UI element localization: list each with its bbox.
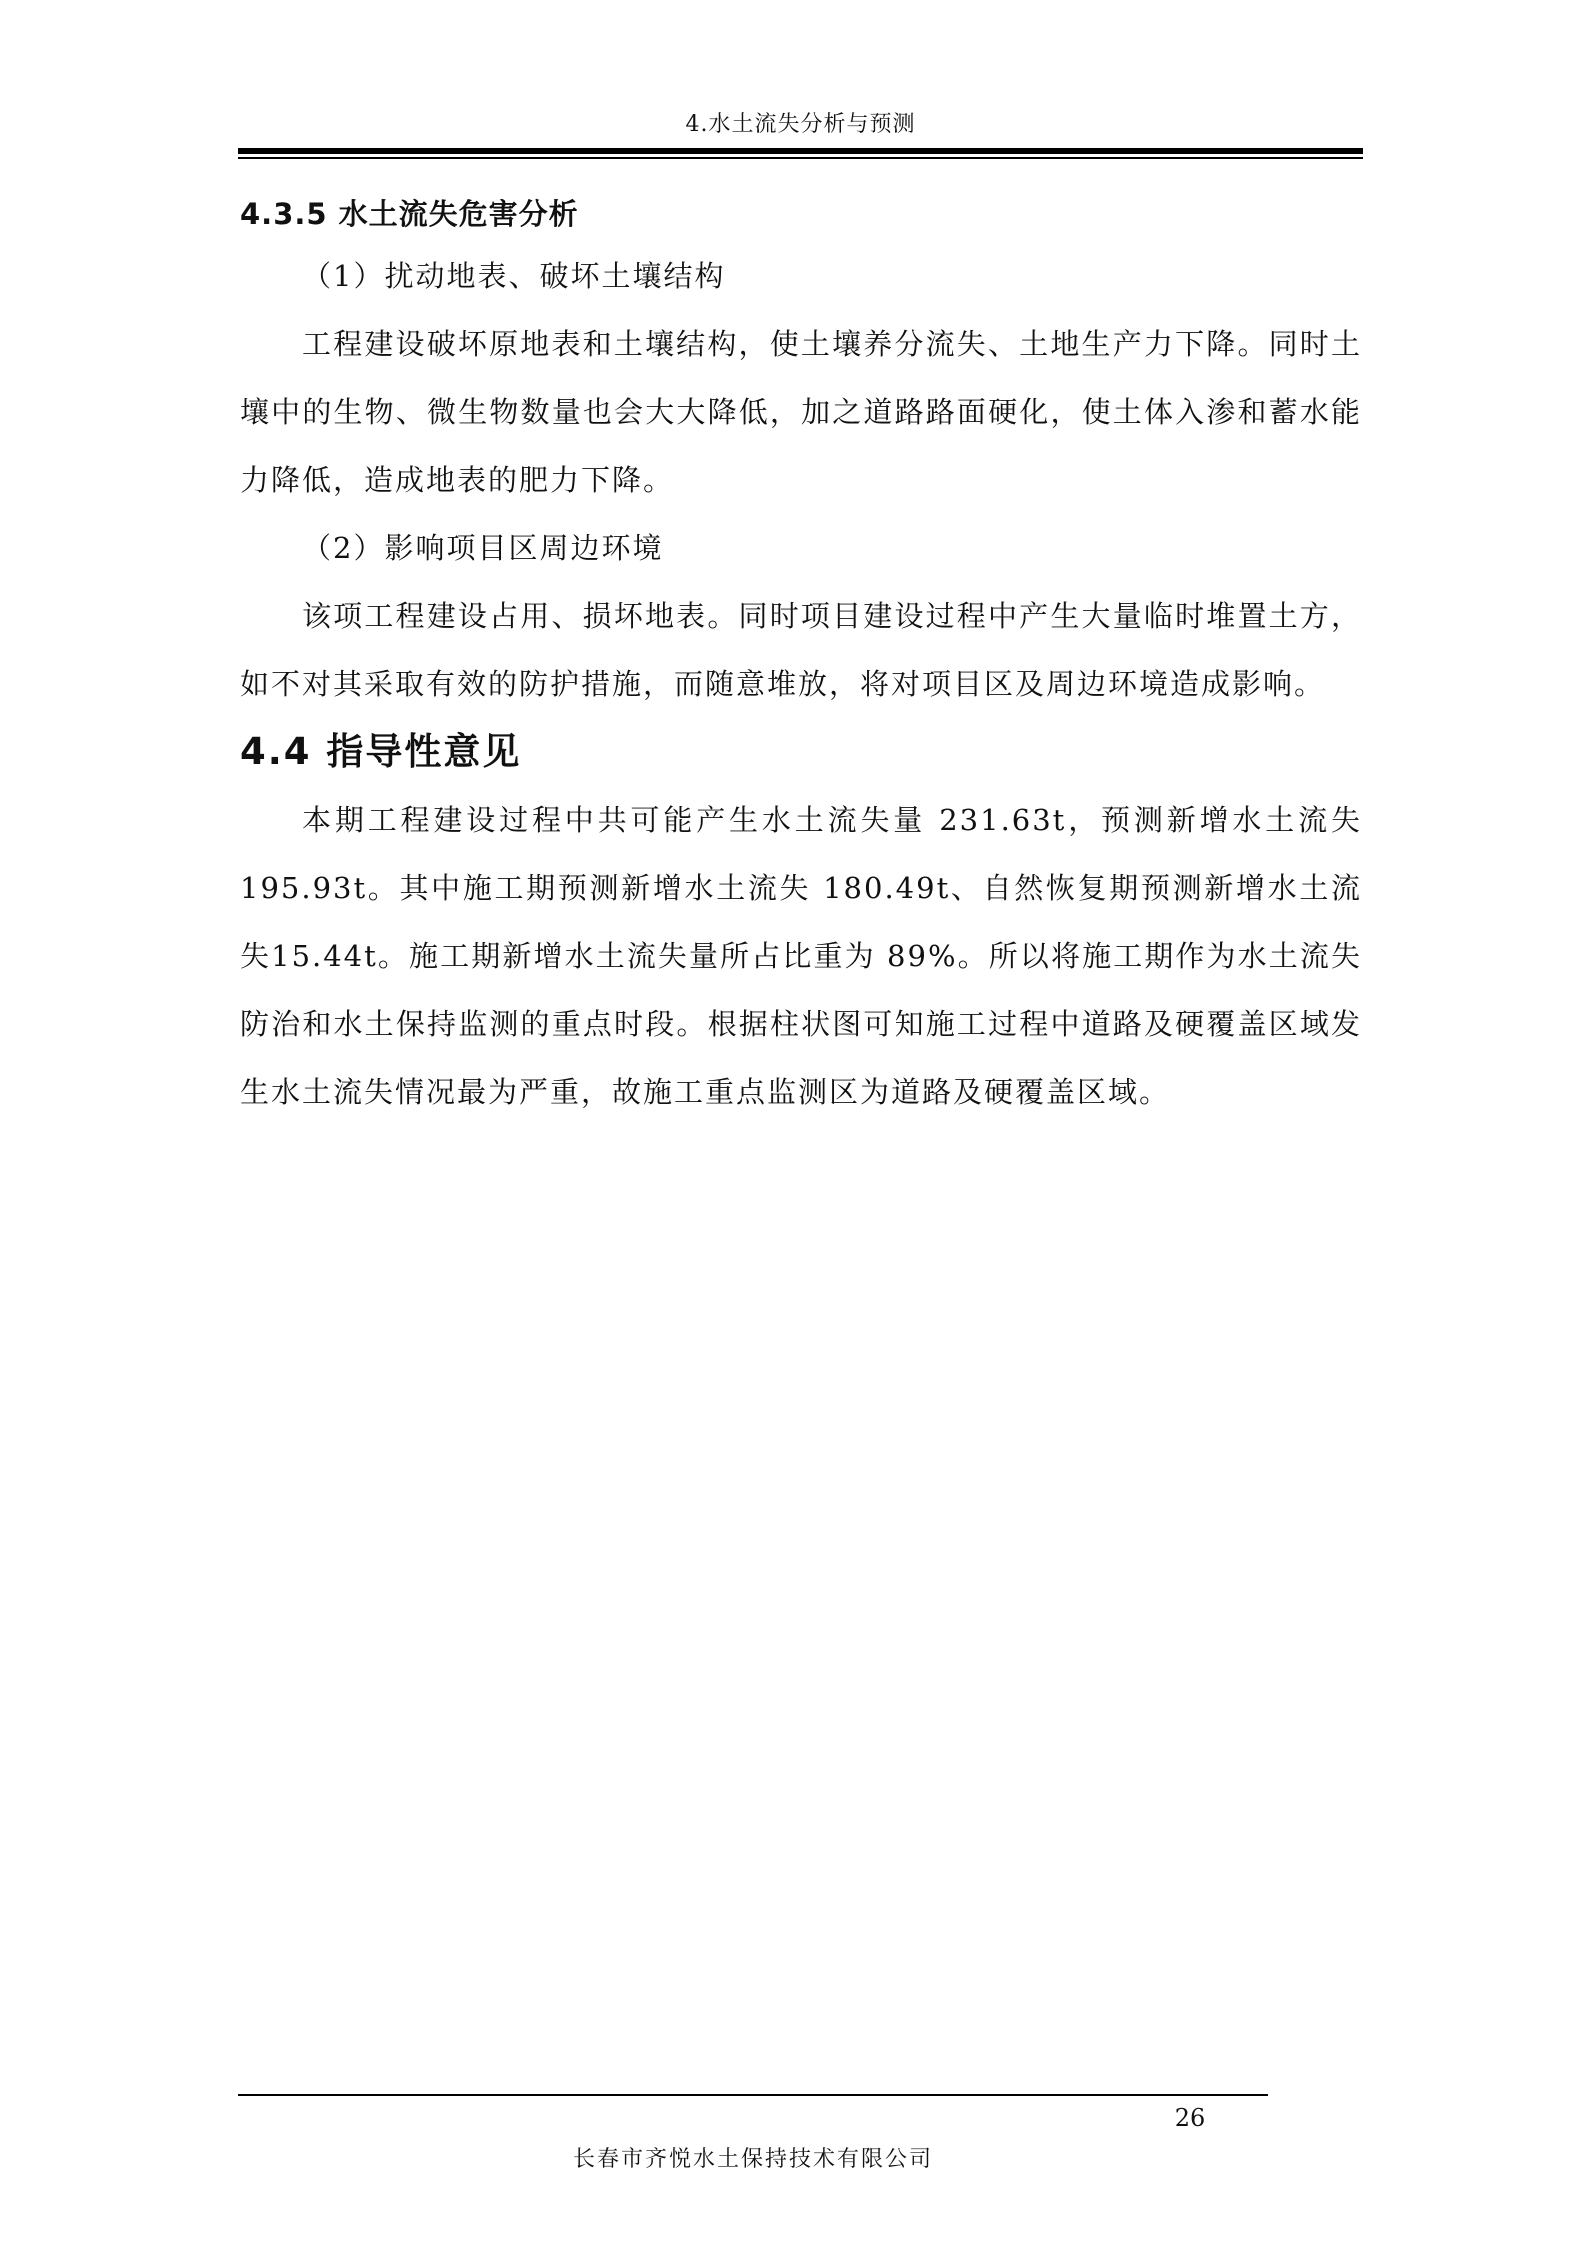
document-body <box>240 186 1362 1126</box>
section-4-4-paragraph: 本期工程建设过程中共可能产生水土流失量 231.63t，预测新增水土流失195.93t。其中施工期预测新增水土流失 180.49t、自然恢复期预测新增水土流失15.44t。施工期新增水土流失量所占比重为 89%。所以将施工期作为水土流失防治和水土保持监测的重点时段。根据柱状图可知施工过程中道路及硬覆盖区域发生水土流失情况最为严重，故施工重点监测区为道路及硬覆盖区域。 <box>240 803 1362 1109</box>
item-2-paragraph: 该项工程建设占用、损坏地表。同时项目建设过程中产生大量临时堆置土方，如不对其采取有效的防护措施，而随意堆放，将对项目区及周边环境造成影响。 <box>240 599 1362 701</box>
header-rule-thick <box>238 148 1363 154</box>
header-rule-thin <box>238 157 1363 159</box>
item-1-title: （1）扰动地表、破坏土壤结构 <box>302 259 726 293</box>
footer-rule <box>238 2094 1268 2096</box>
page-header-title: 4.水土流失分析与预测 <box>685 112 916 137</box>
footer-company-name: 长春市齐悦水土保持技术有限公司 <box>572 2147 933 2172</box>
item-2-title: （2）影响项目区周边环境 <box>302 531 664 565</box>
section-4-4-heading: 4.4 指导性意见 <box>240 730 522 773</box>
page-number: 26 <box>1174 2104 1206 2132</box>
item-1-paragraph: 工程建设破坏原地表和土壤结构，使土壤养分流失、土地生产力下降。同时土壤中的生物、微生物数量也会大大降低，加之道路路面硬化，使土体入渗和蓄水能力降低，造成地表的肥力下降。 <box>240 327 1362 497</box>
section-4-3-5-heading: 4.3.5 水土流失危害分析 <box>240 197 579 231</box>
